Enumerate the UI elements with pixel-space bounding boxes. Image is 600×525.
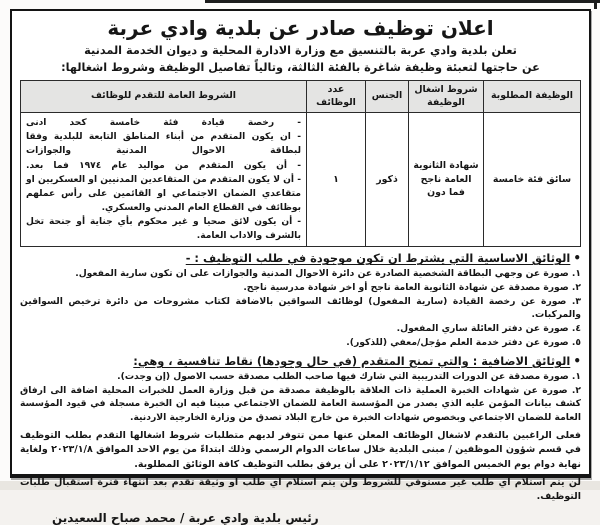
additional-docs-heading-text: الوثائق الاضافية : والتي تمنح المتقدم (في حال وجودها) نقاط تنافسية ، وهي: [133,353,571,368]
subtitle-line-2: عن حاجتها لتعبئة وظيفة شاغرة بالفئة الثالثة، وتالياً تفاصيل الوظيفة وشروط اشغالها: [61,60,540,74]
closing-note: لن يتم استلام أي طلب غير مستوفي للشروط ولن يتم استلام أي طلب أو وثيقة تقدم بعد انتهاء فترة استقبال طلبات التوظيف. [20,476,581,503]
list-item: ١. صورة عن وجهي البطاقة الشخصية الصادرة عن دائرة الاحوال المدنية والجوازات على ان تكون سارية المفعول. [75,268,581,280]
cell-qualification: شهادة الثانوية العامة ناجح فما دون [409,113,484,247]
basic-docs-heading [20,251,581,265]
bullet-icon: • [573,353,581,368]
table-row [21,113,581,247]
column-header-conditions: الشروط العامة للتقدم للوظائف [21,80,307,112]
list-item: ٢. صورة عن شهادات الخبرة العملية ذات العلاقة بالوظيفة مصدقة من قبل وزارة العمل للخبرات المحلية اضافة الى ارفاق كشف بيانات المؤمن عليه الذي يصدر من المؤسسة العامة للضمان الاجتماعي مبينا فيه ان الخبرة مسجلة في قيود المؤسسة العامة للضمان الاجتماعي وبخصوص شهادات الخبرة من خارج البلاد تصدق من وزارة الخارجية الاردنية. [20,384,581,424]
job-details-table [20,80,581,247]
list-item: ١. صورة مصدقة عن الدورات التدريبية التي شارك فيها صاحب الطلب مصدقة حسب الاصول (إن وجدت). [117,370,581,382]
condition-item: - رخصة قيادة فئة خامسة كحد ادنى [26,118,301,129]
column-header-gender: الجنس [366,80,409,112]
basic-docs-section [20,251,581,350]
page-title: اعلان توظيف صادر عن بلدية وادي عربة [107,16,494,40]
closing-paragraph: فعلى الراغبين بالتقدم لاشغال الوظائف المعلن عنها ممن تتوفر لديهم متطلبات شروط اشغالها التقدم بطلب التوظيف في قسم شؤون الموظفين / مبنى البلدية خلال ساعات الدوام الرسمي وذلك ابتداءً من يوم الاحد الموافق ٢٠٢٣/١/٨ ولغاية نهاية دوام يوم الخميس الموافق ٢٠٢٣/١/١٢ على أن يرفق بطلب التوظيف كافة الوثائق المطلوبة. [20,430,581,470]
bullet-icon: • [573,251,581,266]
list-item: ٣. صورة عن رخصة القيادة (سارية المفعول) لوظائف السواقين بالاضافة لكتاب مشروحات من دائرة ترخيص السواقين والمركبات. [20,295,581,321]
list-item: ٤. صورة عن دفتر العائلة ساري المفعول. [396,323,581,335]
scan-artifact-tick [594,0,597,9]
additional-docs-section [20,354,581,425]
signature-line: رئيس بلدية وادي عربة / محمد صباح السعيدين [52,511,319,525]
table-header-row [21,80,581,112]
column-header-count: عدد الوظائف [307,80,366,112]
cell-general-conditions [21,113,307,247]
list-item: ٥. صورة عن دفتر خدمة العلم مؤجل/معفي (للذكور). [346,337,581,349]
additional-docs-heading [20,354,581,368]
condition-item: - ان يكون المتقدم من أبناء المناطق التابعة للبلدية وفقا لبطاقة الاحوال المدنية والجوازات [26,132,301,157]
subtitle-line-1: تعلن بلدية وادي عربة بالتنسيق مع وزارة الادارة المحلية و ديوان الخدمة المدنية [84,44,517,57]
column-header-position: الوظيفة المطلوبة [484,80,581,112]
cell-gender: ذكور [366,113,409,247]
basic-docs-heading-text: الوثائق الاساسية التي يشترط ان تكون موجودة في طلب التوظيف : - [185,251,571,266]
cell-position: سائق فئة خامسة [484,113,581,247]
condition-item: - أن يكون لائق صحيا و غير محكوم بأي جناية أو جنحة تخل بالشرف والاداب العامة. [26,216,301,241]
condition-item: - أن لا يكون المتقدم من المتقاعدين المدنيين او العسكريين او متقاعدي الضمان الاجتماعي او القائمين على رأس عملهم بوظائف في القطاع العام المدني والعسكري. [26,174,301,213]
list-item: ٢. صورة مصدقة عن شهادة الثانوية العامة ناجح أو اخر شهادة مدرسية ناجح. [243,281,581,293]
announcement-document [10,9,591,525]
condition-item: - أن يكون المتقدم من مواليد عام ١٩٧٤ فما بعد. [26,160,301,171]
cell-count: ١ [307,113,366,247]
scan-artifact-line [205,0,600,3]
column-header-qualification: شروط اشغال الوظيفة [409,80,484,112]
